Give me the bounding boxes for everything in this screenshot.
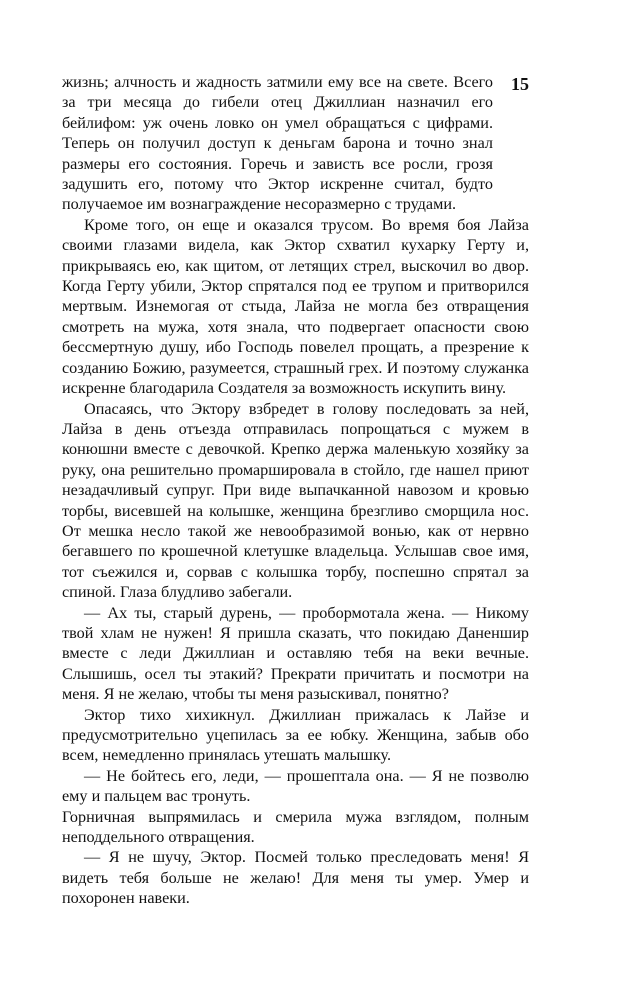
paragraph: — Я не шучу, Эктор. Посмей только преследовать меня! Я видеть тебя больше не желаю! Для меня ты умер. Умер и похоронен навеки. [62, 848, 529, 908]
paragraph: Эктор тихо хихикнул. Джиллиан прижалась к Лайзе и предусмотрительно уцепилась за ее юбку. Женщина, забыв обо всем, немедленно принялась утешать малышку. [62, 705, 529, 765]
paragraph: — Ах ты, старый дурень, — пробормотала жена. — Никому твой хлам не нужен! Я пришла сказать, что покидаю Даненшир вместе с леди Джиллиан и оставляю тебя на веки вечные. Слышишь, осел ты этакий? Прекрати причитать и посмотри на меня. Я не желаю, чтобы ты меня разыскивал, понятно? [62, 603, 529, 704]
paragraph: — Не бойтесь его, леди, — прошептала она. — Я не позволю ему и пальцем вас тронуть. [62, 766, 529, 806]
body-text [62, 72, 529, 909]
paragraph: Горничная выпрямилась и смерила мужа взглядом, полным неподдельного отвращения. [62, 807, 529, 847]
paragraph: жизнь; алчность и жадность затмили ему все на свете. Всего за три месяца до гибели отец Джиллиан назначил его бейлифом: уж очень ловко он умел обращаться с цифрами. Теперь он получил доступ к деньгам барона и точно знал размеры его состояния. Горечь и зависть все росли, грозя задушить его, потому что Эктор искренне считал, будто получаемое им вознаграждение несоразмерно с трудами. [62, 73, 493, 214]
paragraph: Опасаясь, что Эктору взбредет в голову последовать за ней, Лайза в день отъезда отправилась попрощаться с мужем в конюшни вместе с девочкой. Крепко держа маленькую хозяйку за руку, она решительно промаршировала в стойло, где нашел приют незадачливый супруг. При виде выпачканной навозом и кровью торбы, висевшей на колышке, женщина брезгливо сморщила нос. От мешка несло такой же невообразимой вонью, как от нервно бегавшего по крошечной клетушке владельца. Услышав свое имя, тот съежился и, сорвав с колышка торбу, поспешно спрятал за спиной. Глаза блудливо забегали. [62, 399, 529, 602]
page-number: 15 [511, 74, 529, 94]
paragraph: Кроме того, он еще и оказался трусом. Во время боя Лайза своими глазами видела, как Эктор схватил кухарку Герту и, прикрываясь ею, как щитом, от летящих стрел, выскочил во двор. Когда Герту убили, Эктор спрятался под ее трупом и притворился мертвым. Изнемогая от стыда, Лайза не могла без отвращения смотреть на мужа, хотя знала, что подвергает опасности свою бессмертную душу, ибо Господь повелел прощать, а презрение к созданию Божию, разумеется, страшный грех. И поэтому служанка искренне благодарила Создателя за возможность искупить вину. [62, 215, 529, 398]
